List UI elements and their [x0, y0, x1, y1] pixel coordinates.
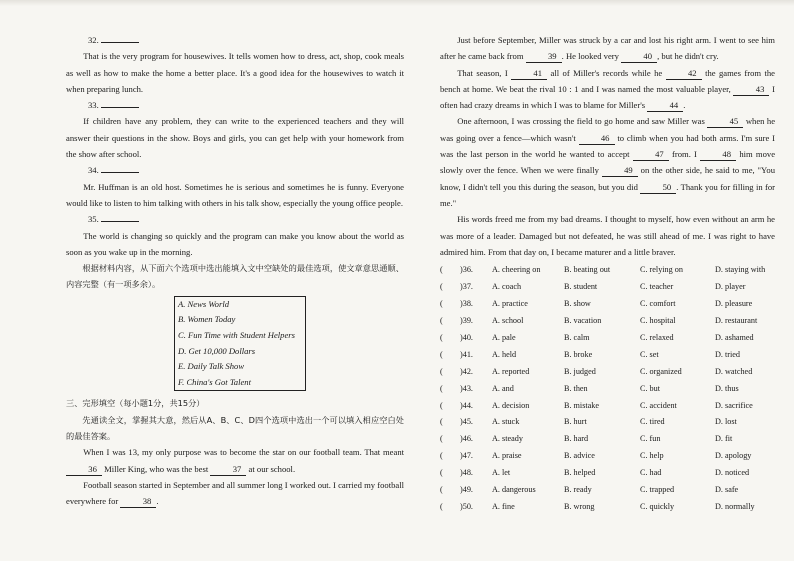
- option-d: D. Get 10,000 Dollars: [178, 345, 256, 356]
- choice-c: C. set: [640, 349, 659, 359]
- choice-b: B. student: [564, 282, 598, 292]
- option-f: F. China's Got Talent: [178, 376, 251, 387]
- text-run: .: [156, 496, 159, 507]
- text-run: . Thank you for filling in for me.": [440, 181, 776, 208]
- section-title: 三、完形填空（每小题1分，共15分）: [66, 398, 205, 409]
- choice-b: B. hurt: [564, 417, 587, 427]
- question-33-header: [88, 97, 404, 113]
- text-run: .: [683, 100, 686, 111]
- choice-number: [440, 380, 492, 397]
- choice-row: [440, 482, 775, 499]
- choice-row: [440, 499, 775, 516]
- choice-c: C. relaxed: [640, 333, 674, 343]
- left-column: [66, 32, 404, 509]
- choice-b: B. wrong: [564, 501, 595, 511]
- choice-row: [440, 364, 775, 381]
- question-number: 34.: [88, 165, 99, 176]
- choice-number: [440, 364, 492, 381]
- question-number: )46.: [460, 434, 473, 444]
- answer-paren: (: [440, 265, 443, 275]
- answer-paren: (: [440, 333, 443, 343]
- choice-row: [440, 262, 775, 279]
- right-column: [440, 32, 775, 516]
- text-run: I often had crazy dreams in which I was to blame for Miller's: [440, 83, 775, 111]
- choice-c: C. quickly: [640, 501, 675, 511]
- text-run: when he was going over a fence—which wasn't: [440, 116, 776, 143]
- answer-paren: (: [440, 316, 443, 326]
- choice-row: [440, 279, 775, 296]
- text-run: the games from the bench at home. We beat the rival 10 : 1 and I was named the most valuable player,: [440, 67, 775, 94]
- choice-number: [440, 448, 492, 465]
- choice-row: [440, 397, 775, 414]
- choice-row: [440, 296, 775, 313]
- reading-instruction: 根据材料内容，从下面六个选项中选出能填入文中空缺处的最佳选项，使文章意思通顺、内容完整（有一项多余）。: [66, 263, 404, 290]
- choice-b: B. beating out: [564, 265, 611, 275]
- option-a: A. News World: [178, 298, 230, 309]
- text-run: Football season started in September and all summer long I worked out. I carried my football everywhere for: [66, 479, 404, 507]
- choice-d: D. restaurant: [715, 316, 758, 326]
- choice-number: [440, 296, 492, 313]
- answer-paren: (: [440, 299, 443, 309]
- choice-number: [440, 414, 492, 431]
- blank-43: 43: [733, 84, 769, 96]
- choice-a: A. decision: [492, 400, 530, 410]
- choice-a: A. coach: [492, 282, 522, 292]
- choice-b: B. mistake: [564, 400, 600, 410]
- text-run: at our school.: [248, 463, 296, 474]
- choice-d: D. watched: [715, 366, 753, 376]
- answer-blank: [101, 33, 139, 43]
- text-run: , but he didn't cry.: [657, 51, 719, 62]
- choice-row: [440, 431, 775, 448]
- choice-d: D. sacrifice: [715, 400, 753, 410]
- choice-number: [440, 482, 492, 499]
- choice-a: A. practice: [492, 299, 528, 309]
- choice-d: D. safe: [715, 485, 739, 495]
- blank-45: 45: [707, 116, 743, 128]
- choice-number: [440, 262, 492, 279]
- question-number: )42.: [460, 366, 473, 376]
- question-number: )45.: [460, 417, 473, 427]
- choice-c: C. hospital: [640, 316, 676, 326]
- text-run: When I was 13, my only purpose was to become the star on our football team. That meant: [83, 447, 404, 458]
- options-box: [174, 296, 306, 392]
- question-number: )43.: [460, 383, 473, 393]
- choice-row: [440, 380, 775, 397]
- choice-row: [440, 347, 775, 364]
- choice-d: D. thus: [715, 383, 739, 393]
- choice-d: D. ashamed: [715, 333, 754, 343]
- choice-c: C. comfort: [640, 299, 676, 309]
- question-35-header: [88, 211, 404, 227]
- choice-d: D. normally: [715, 501, 755, 511]
- question-number: )40.: [460, 333, 473, 343]
- answer-paren: (: [440, 349, 443, 359]
- question-number: 35.: [88, 214, 99, 225]
- choice-number: [440, 465, 492, 482]
- choice-a: A. and: [492, 383, 514, 393]
- question-number: )36.: [460, 265, 473, 275]
- option-b: B. Women Today: [178, 314, 236, 325]
- question-number: 32.: [88, 35, 99, 45]
- choice-b: B. hard: [564, 434, 589, 444]
- blank-48: 48: [700, 149, 736, 161]
- question-number: )50.: [460, 501, 473, 511]
- choice-row: [440, 330, 775, 347]
- answer-paren: (: [440, 434, 443, 444]
- question-number: )48.: [460, 468, 473, 478]
- blank-36: 36: [66, 464, 102, 476]
- choice-c: C. relying on: [640, 265, 683, 275]
- choice-c: C. help: [640, 451, 664, 461]
- question-number: )41.: [460, 349, 473, 359]
- question-32-header: [88, 32, 404, 48]
- answer-paren: (: [440, 501, 443, 511]
- question-number: )47.: [460, 451, 473, 461]
- blank-41: 41: [511, 68, 547, 80]
- passage-paragraph-5: [440, 113, 775, 211]
- choice-d: D. player: [715, 282, 746, 292]
- choice-a: A. dangerous: [492, 485, 536, 495]
- choice-a: A. praise: [492, 451, 522, 461]
- question-number: )44.: [460, 400, 473, 410]
- choice-b: B. judged: [564, 366, 596, 376]
- text-run: him move slowly over the fence. When we were finally: [440, 149, 776, 176]
- choice-c: C. tired: [640, 417, 665, 427]
- choice-number: [440, 397, 492, 414]
- text-run: . He looked very: [561, 51, 619, 62]
- question-32-text: That is the very program for housewives. It tells women how to dress, act, shop, cook meals as well as how to make the home a better place. It's a good idea for the housewives to watch it when preparing lunch.: [66, 51, 404, 94]
- choices-body: [440, 262, 775, 515]
- question-34-text: Mr. Huffman is an old host. Sometimes he is serious and sometimes he is funny. Everyone would like to listen to him talking with others in his talk show, especially the young office people.: [66, 181, 404, 208]
- question-number: )38.: [460, 299, 473, 309]
- text-run: to climb when you had both arms. I'm sure I was the last person in the world he wanted to accept: [440, 132, 775, 160]
- text-run: from. I: [671, 149, 697, 160]
- choice-a: A. stuck: [492, 417, 520, 427]
- blank-37: 37: [210, 464, 246, 476]
- answer-paren: (: [440, 468, 443, 478]
- text-run: Miller King, who was the best: [104, 463, 209, 474]
- choice-number: [440, 431, 492, 448]
- choice-d: D. fit: [715, 434, 733, 444]
- answer-paren: (: [440, 282, 443, 292]
- choice-d: D. lost: [715, 417, 737, 427]
- choice-b: B. then: [564, 383, 588, 393]
- question-34-header: [88, 162, 404, 178]
- blank-42: 42: [666, 68, 702, 80]
- text-run: That season, I: [457, 67, 508, 78]
- answer-paren: (: [440, 485, 443, 495]
- choice-b: B. advice: [564, 451, 595, 461]
- answer-paren: (: [440, 451, 443, 461]
- passage-paragraph-4: [440, 65, 775, 114]
- section-instruction: 先通读全文，掌握其大意，然后从A、B、C、D四个选项中选出一个可以填入相应空白处的最佳答案。: [66, 414, 404, 441]
- text-run: on the other side, he said to me, "You know, I didn't tell you this during the season, but you did: [440, 165, 775, 192]
- choice-c: C. teacher: [640, 282, 674, 292]
- choice-a: A. steady: [492, 434, 523, 444]
- choice-b: B. show: [564, 299, 591, 309]
- blank-40: 40: [621, 51, 657, 63]
- blank-47: 47: [633, 149, 669, 161]
- text-run: One afternoon, I was crossing the field to go home and saw Miller was: [457, 116, 705, 127]
- choice-b: B. vacation: [564, 316, 602, 326]
- question-number: 33.: [88, 100, 99, 111]
- scan-shadow: [0, 0, 794, 6]
- question-number: )37.: [460, 282, 473, 292]
- choice-b: B. broke: [564, 349, 593, 359]
- blank-39: 39: [526, 51, 562, 63]
- choice-c: C. accident: [640, 400, 677, 410]
- choice-a: A. let: [492, 468, 511, 478]
- question-33-text: If children have any problem, they can write to the experienced teachers and they will answer their questions in the show. Boys and girls, you can get help with your homework from the show after school.: [66, 116, 404, 160]
- choice-a: A. cheering on: [492, 265, 541, 275]
- choice-c: C. trapped: [640, 485, 675, 495]
- question-35-text: The world is changing so quickly and the program can make you know about the world as soon as you wake up in the morning.: [66, 230, 404, 257]
- choice-c: C. organized: [640, 366, 682, 376]
- answer-blank: [101, 98, 139, 108]
- choice-number: [440, 499, 492, 516]
- question-number: )39.: [460, 316, 473, 326]
- choice-d: D. staying with: [715, 265, 766, 275]
- choice-b: B. helped: [564, 468, 596, 478]
- blank-38: 38: [120, 496, 156, 508]
- choice-number: [440, 347, 492, 364]
- choice-d: D. tried: [715, 349, 741, 359]
- text-run: all of Miller's records while he: [550, 67, 663, 78]
- choice-a: A. held: [492, 349, 517, 359]
- choice-b: B. calm: [564, 333, 590, 343]
- choice-c: C. fun: [640, 434, 661, 444]
- choice-a: A. pale: [492, 333, 516, 343]
- choice-d: D. apology: [715, 451, 752, 461]
- answer-blank: [101, 163, 139, 173]
- answer-paren: (: [440, 400, 443, 410]
- blank-49: 49: [602, 165, 638, 177]
- choice-d: D. noticed: [715, 468, 750, 478]
- passage-paragraph-2: [66, 477, 404, 510]
- choice-c: C. but: [640, 383, 661, 393]
- answer-paren: (: [440, 417, 443, 427]
- choice-a: A. fine: [492, 501, 515, 511]
- choice-b: B. ready: [564, 485, 592, 495]
- choices-table: [440, 262, 775, 515]
- choice-c: C. had: [640, 468, 662, 478]
- blank-46: 46: [579, 133, 615, 145]
- choice-row: [440, 414, 775, 431]
- choice-row: [440, 465, 775, 482]
- text-run: Just before September, Miller was struck by a car and lost his right arm. I went to see him after he came back from: [440, 35, 775, 62]
- choice-row: [440, 448, 775, 465]
- choice-d: D. pleasure: [715, 299, 753, 309]
- choice-a: A. reported: [492, 366, 530, 376]
- passage-paragraph-1: [66, 444, 404, 477]
- question-number: )49.: [460, 485, 473, 495]
- blank-50: 50: [640, 182, 676, 194]
- choice-row: [440, 313, 775, 330]
- answer-paren: (: [440, 383, 443, 393]
- choice-number: [440, 313, 492, 330]
- passage-paragraph-3: [440, 32, 775, 65]
- blank-44: 44: [647, 100, 683, 112]
- answer-paren: (: [440, 366, 443, 376]
- passage-paragraph-6: His words freed me from my bad dreams. I thought to myself, how even without an arm he was more of a leader. Damaged but not defeated, he was still ahead of me. I was right to have admired him. From that day on, I became maturer and a little braver.: [440, 214, 775, 257]
- choice-a: A. school: [492, 316, 524, 326]
- option-e: E. Daily Talk Show: [178, 361, 245, 372]
- option-c: C. Fun Time with Student Helpers: [178, 329, 295, 340]
- answer-blank: [101, 212, 139, 222]
- choice-number: [440, 279, 492, 296]
- choice-number: [440, 330, 492, 347]
